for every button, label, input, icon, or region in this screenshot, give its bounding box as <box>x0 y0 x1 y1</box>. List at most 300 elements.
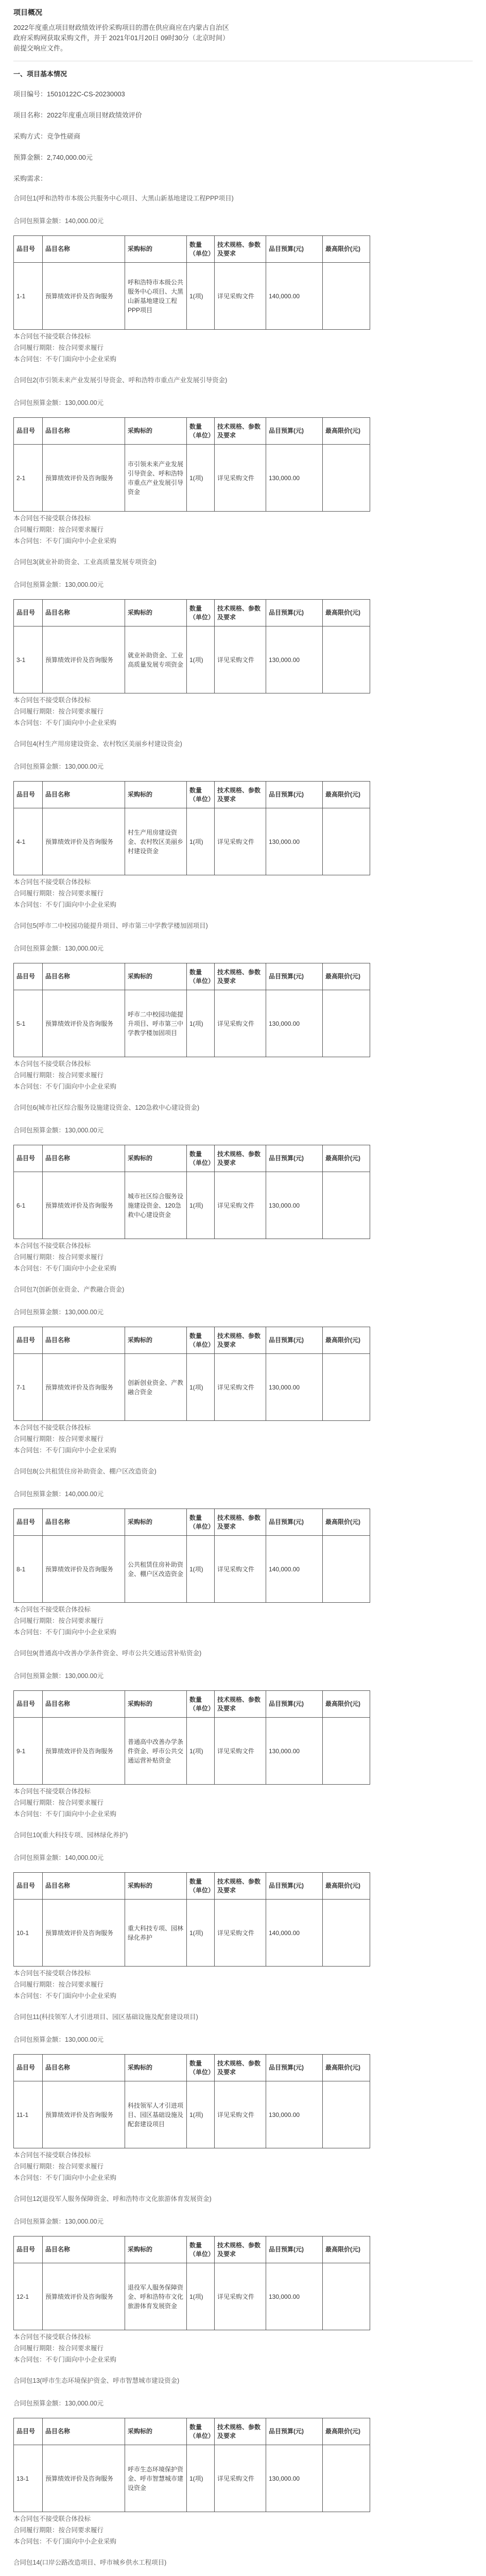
cell-budget: 130,000.00 <box>266 1718 323 1785</box>
header-quantity: 数量（单位） <box>187 2055 215 2081</box>
header-seq: 品目号 <box>14 782 43 808</box>
cell-item-name: 预算绩效评价及咨询服务 <box>43 263 125 330</box>
table-row <box>14 1172 370 1239</box>
table-row <box>14 990 370 1057</box>
header-spec: 技术规格、参数及要求 <box>215 963 266 990</box>
cell-requirement: 呼和浩特市本级公共服务中心项目、大黑山新基地建设工程PPP项目 <box>125 263 187 330</box>
header-max-price: 最高限价(元) <box>323 1873 370 1900</box>
cell-requirement: 退役军人服务保障资金、呼和浩特市文化旅游体育发展资金 <box>125 2263 187 2330</box>
sme-note: 本合同包：不专门面向中小企业采购 <box>13 1810 117 1818</box>
package-title: 合同包5(呼市二中校园功能提升项目、呼市第三中学教学楼加固项目) <box>13 922 208 929</box>
sme-note: 本合同包：不专门面向中小企业采购 <box>13 1265 117 1272</box>
cell-budget: 130,000.00 <box>266 808 323 875</box>
contract-package <box>13 1284 473 1456</box>
header-budget: 品目预算(元) <box>266 1509 323 1536</box>
delivery-note: 合同履行期限：按合同要求履行 <box>13 890 104 897</box>
sme-note: 本合同包：不专门面向中小企业采购 <box>13 901 117 908</box>
header-spec: 技术规格、参数及要求 <box>215 1327 266 1354</box>
cell-spec: 详见采购文件 <box>215 1718 266 1785</box>
cell-quantity: 1(项) <box>187 1718 215 1785</box>
header-name: 品目名称 <box>43 963 125 990</box>
cell-budget: 130,000.00 <box>266 990 323 1057</box>
cell-max-price <box>323 2263 370 2330</box>
header-max-price: 最高限价(元) <box>323 963 370 990</box>
items-table <box>13 1145 370 1239</box>
cell-quantity: 1(项) <box>187 2445 215 2512</box>
package-budget: 合同包预算金额：130,000.00元 <box>13 1672 104 1680</box>
cell-item-name: 预算绩效评价及咨询服务 <box>43 990 125 1057</box>
header-budget: 品目预算(元) <box>266 1873 323 1900</box>
cell-seq: 5-1 <box>14 990 43 1057</box>
header-max-price: 最高限价(元) <box>323 1327 370 1354</box>
section-title-basic-info: 一、项目基本情况 <box>13 70 67 78</box>
cell-budget: 130,000.00 <box>266 626 323 693</box>
table-header-row <box>14 1873 370 1900</box>
delivery-note: 合同履行期限：按合同要求履行 <box>13 1617 104 1624</box>
items-table <box>13 1690 370 1785</box>
cell-item-name: 预算绩效评价及咨询服务 <box>43 445 125 512</box>
delivery-note: 合同履行期限：按合同要求履行 <box>13 2345 104 2352</box>
header-requirement: 采购标的 <box>125 963 187 990</box>
cell-requirement: 市引领未来产业发展引导资金、呼和浩特市重点产业发展引导资金 <box>125 445 187 512</box>
table-row <box>14 1354 370 1421</box>
items-table <box>13 2418 370 2512</box>
table-row <box>14 1536 370 1603</box>
cell-item-name: 预算绩效评价及咨询服务 <box>43 808 125 875</box>
cell-requirement: 公共租赁住房补助资金、棚户区改造资金 <box>125 1536 187 1603</box>
cell-seq: 3-1 <box>14 626 43 693</box>
header-seq: 品目号 <box>14 1691 43 1718</box>
package-title: 合同包2(市引领未来产业发展引导资金、呼和浩特市重点产业发展引导资金) <box>13 377 228 384</box>
package-budget: 合同包预算金额：130,000.00元 <box>13 763 104 770</box>
cell-max-price <box>323 1172 370 1239</box>
header-quantity: 数量（单位） <box>187 236 215 263</box>
cell-item-name: 预算绩效评价及咨询服务 <box>43 2081 125 2148</box>
header-quantity: 数量（单位） <box>187 963 215 990</box>
table-row <box>14 1718 370 1785</box>
joint-bid-note: 本合同包不接受联合体投标 <box>13 697 91 704</box>
package-title: 合同包10(重大科技专项、园林绿化养护) <box>13 1832 128 1839</box>
package-budget: 合同包预算金额：140,000.00元 <box>13 1490 104 1498</box>
cell-quantity: 1(项) <box>187 808 215 875</box>
header-requirement: 采购标的 <box>125 782 187 808</box>
cell-budget: 130,000.00 <box>266 2263 323 2330</box>
project-name: 项目名称：2022年度重点项目财政绩效评价 <box>13 111 142 119</box>
package-budget: 合同包预算金额：130,000.00元 <box>13 1127 104 1134</box>
table-header-row <box>14 600 370 626</box>
cell-requirement: 就业补助资金、工业高质量发展专项资金 <box>125 626 187 693</box>
cell-item-name: 预算绩效评价及咨询服务 <box>43 626 125 693</box>
cell-spec: 详见采购文件 <box>215 808 266 875</box>
package-budget: 合同包预算金额：130,000.00元 <box>13 2036 104 2043</box>
table-row <box>14 1900 370 1967</box>
delivery-note: 合同履行期限：按合同要求履行 <box>13 2163 104 2170</box>
table-row <box>14 445 370 512</box>
cell-requirement: 城市社区综合服务设施建设资金、120急救中心建设资金 <box>125 1172 187 1239</box>
header-max-price: 最高限价(元) <box>323 2236 370 2263</box>
items-table <box>13 2236 370 2330</box>
cell-item-name: 预算绩效评价及咨询服务 <box>43 1172 125 1239</box>
package-budget: 合同包预算金额：130,000.00元 <box>13 945 104 952</box>
cell-spec: 详见采购文件 <box>215 2445 266 2512</box>
cell-seq: 9-1 <box>14 1718 43 1785</box>
cell-budget: 140,000.00 <box>266 263 323 330</box>
joint-bid-note: 本合同包不接受联合体投标 <box>13 1060 91 1067</box>
items-table <box>13 1327 370 1421</box>
items-table <box>13 2054 370 2148</box>
cell-requirement: 呼市二中校园功能提升项目、呼市第三中学教学楼加固项目 <box>125 990 187 1057</box>
cell-seq: 2-1 <box>14 445 43 512</box>
table-header-row <box>14 2236 370 2263</box>
cell-quantity: 1(项) <box>187 1536 215 1603</box>
header-seq: 品目号 <box>14 1509 43 1536</box>
contract-package <box>13 1648 473 1820</box>
table-header-row <box>14 2418 370 2445</box>
header-spec: 技术规格、参数及要求 <box>215 236 266 263</box>
joint-bid-note: 本合同包不接受联合体投标 <box>13 2333 91 2341</box>
header-requirement: 采购标的 <box>125 1691 187 1718</box>
table-header-row <box>14 782 370 808</box>
cell-spec: 详见采购文件 <box>215 1536 266 1603</box>
header-seq: 品目号 <box>14 963 43 990</box>
cell-max-price <box>323 1354 370 1421</box>
cell-quantity: 1(项) <box>187 990 215 1057</box>
header-requirement: 采购标的 <box>125 2418 187 2445</box>
header-spec: 技术规格、参数及要求 <box>215 418 266 445</box>
cell-spec: 详见采购文件 <box>215 2263 266 2330</box>
cell-seq: 11-1 <box>14 2081 43 2148</box>
joint-bid-note: 本合同包不接受联合体投标 <box>13 1788 91 1795</box>
requirements-title: 采购需求： <box>13 175 47 182</box>
cell-quantity: 1(项) <box>187 263 215 330</box>
header-budget: 品目预算(元) <box>266 1327 323 1354</box>
sme-note: 本合同包：不专门面向中小企业采购 <box>13 537 117 545</box>
header-budget: 品目预算(元) <box>266 418 323 445</box>
sme-note: 本合同包：不专门面向中小企业采购 <box>13 2538 117 2545</box>
cell-spec: 详见采购文件 <box>215 263 266 330</box>
package-title: 合同包11(科技领军人才引进项目、园区基础设施及配套建设项目) <box>13 2013 198 2021</box>
header-max-price: 最高限价(元) <box>323 1691 370 1718</box>
package-budget: 合同包预算金额：130,000.00元 <box>13 2218 104 2225</box>
sme-note: 本合同包：不专门面向中小企业采购 <box>13 1447 117 1454</box>
header-name: 品目名称 <box>43 600 125 626</box>
cell-item-name: 预算绩效评价及咨询服务 <box>43 1718 125 1785</box>
cell-max-price <box>323 1900 370 1967</box>
delivery-note: 合同履行期限：按合同要求履行 <box>13 1981 104 1988</box>
delivery-note: 合同履行期限：按合同要求履行 <box>13 708 104 715</box>
header-name: 品目名称 <box>43 236 125 263</box>
header-name: 品目名称 <box>43 1509 125 1536</box>
package-title: 合同包8(公共租赁住房补助资金、棚户区改造资金) <box>13 1468 157 1475</box>
joint-bid-note: 本合同包不接受联合体投标 <box>13 878 91 886</box>
contract-package <box>13 1466 473 1638</box>
header-quantity: 数量（单位） <box>187 2236 215 2263</box>
cell-requirement: 重大科技专项、园林绿化养护 <box>125 1900 187 1967</box>
sme-note: 本合同包：不专门面向中小企业采购 <box>13 2174 117 2181</box>
header-budget: 品目预算(元) <box>266 600 323 626</box>
table-header-row <box>14 1691 370 1718</box>
cell-item-name: 预算绩效评价及咨询服务 <box>43 2263 125 2330</box>
header-max-price: 最高限价(元) <box>323 782 370 808</box>
package-title: 合同包13(呼市生态环境保护资金、呼市智慧城市建设资金) <box>13 2377 180 2384</box>
header-name: 品目名称 <box>43 1873 125 1900</box>
project-number: 项目编号：15010122C-CS-20230003 <box>13 90 125 98</box>
header-quantity: 数量（单位） <box>187 1691 215 1718</box>
cell-item-name: 预算绩效评价及咨询服务 <box>43 1536 125 1603</box>
items-table <box>13 1509 370 1603</box>
package-title: 合同包9(普通高中改善办学条件资金、呼市公共交通运营补贴资金) <box>13 1650 202 1657</box>
table-row <box>14 2081 370 2148</box>
cell-item-name: 预算绩效评价及咨询服务 <box>43 1354 125 1421</box>
contract-package <box>13 739 473 910</box>
header-budget: 品目预算(元) <box>266 1691 323 1718</box>
header-name: 品目名称 <box>43 782 125 808</box>
delivery-note: 合同履行期限：按合同要求履行 <box>13 1435 104 1443</box>
header-budget: 品目预算(元) <box>266 1145 323 1172</box>
table-row <box>14 263 370 330</box>
joint-bid-note: 本合同包不接受联合体投标 <box>13 1970 91 1977</box>
header-spec: 技术规格、参数及要求 <box>215 1509 266 1536</box>
header-spec: 技术规格、参数及要求 <box>215 2236 266 2263</box>
header-seq: 品目号 <box>14 2055 43 2081</box>
header-quantity: 数量（单位） <box>187 418 215 445</box>
package-title: 合同包1(呼和浩特市本级公共服务中心项目、大黑山新基地建设工程PPP项目) <box>13 195 234 202</box>
cell-max-price <box>323 990 370 1057</box>
cell-budget: 130,000.00 <box>266 1172 323 1239</box>
header-quantity: 数量（单位） <box>187 1327 215 1354</box>
table-row <box>14 626 370 693</box>
cell-max-price <box>323 1536 370 1603</box>
header-spec: 技术规格、参数及要求 <box>215 1145 266 1172</box>
joint-bid-note: 本合同包不接受联合体投标 <box>13 2515 91 2522</box>
header-name: 品目名称 <box>43 2236 125 2263</box>
cell-quantity: 1(项) <box>187 2081 215 2148</box>
contract-package <box>13 2012 473 2183</box>
header-budget: 品目预算(元) <box>266 963 323 990</box>
table-header-row <box>14 236 370 263</box>
package-budget: 合同包预算金额：140,000.00元 <box>13 1854 104 1861</box>
joint-bid-note: 本合同包不接受联合体投标 <box>13 1606 91 1613</box>
delivery-note: 合同履行期限：按合同要求履行 <box>13 344 104 351</box>
header-budget: 品目预算(元) <box>266 2055 323 2081</box>
header-max-price: 最高限价(元) <box>323 236 370 263</box>
sme-note: 本合同包：不专门面向中小企业采购 <box>13 1629 117 1636</box>
header-budget: 品目预算(元) <box>266 782 323 808</box>
cell-seq: 1-1 <box>14 263 43 330</box>
package-budget: 合同包预算金额：130,000.00元 <box>13 399 104 406</box>
package-title: 合同包4(村生产用房建设资金、农村牧区美丽乡村建设资金) <box>13 740 182 748</box>
cell-seq: 7-1 <box>14 1354 43 1421</box>
header-seq: 品目号 <box>14 1327 43 1354</box>
cell-quantity: 1(项) <box>187 445 215 512</box>
header-spec: 技术规格、参数及要求 <box>215 1691 266 1718</box>
cell-seq: 8-1 <box>14 1536 43 1603</box>
cell-item-name: 预算绩效评价及咨询服务 <box>43 2445 125 2512</box>
delivery-note: 合同履行期限：按合同要求履行 <box>13 1253 104 1261</box>
joint-bid-note: 本合同包不接受联合体投标 <box>13 2151 91 2159</box>
package-title: 合同包7(创新创业资金、产教融合资金) <box>13 1286 125 1293</box>
items-table <box>13 963 370 1057</box>
header-max-price: 最高限价(元) <box>323 600 370 626</box>
items-table <box>13 235 370 330</box>
items-table <box>13 781 370 875</box>
cell-budget: 140,000.00 <box>266 1536 323 1603</box>
cell-requirement: 呼市生态环境保护资金、呼市智慧城市建设资金 <box>125 2445 187 2512</box>
header-requirement: 采购标的 <box>125 1145 187 1172</box>
cell-quantity: 1(项) <box>187 1900 215 1967</box>
header-name: 品目名称 <box>43 2418 125 2445</box>
header-max-price: 最高限价(元) <box>323 2418 370 2445</box>
contract-package <box>13 1103 473 1274</box>
header-quantity: 数量（单位） <box>187 1145 215 1172</box>
cell-requirement: 创新创业资金、产教融合资金 <box>125 1354 187 1421</box>
cell-quantity: 1(项) <box>187 1354 215 1421</box>
cell-requirement: 村生产用房建设资金、农村牧区美丽乡村建设资金 <box>125 808 187 875</box>
package-title: 合同包6(城市社区综合服务设施建设资金、120急救中心建设资金) <box>13 1104 200 1111</box>
cell-quantity: 1(项) <box>187 626 215 693</box>
sme-note: 本合同包：不专门面向中小企业采购 <box>13 355 117 363</box>
header-quantity: 数量（单位） <box>187 1873 215 1900</box>
items-table <box>13 599 370 693</box>
delivery-note: 合同履行期限：按合同要求履行 <box>13 1799 104 1806</box>
cell-requirement: 科技领军人才引进项目、园区基础设施及配套建设项目 <box>125 2081 187 2148</box>
cell-seq: 4-1 <box>14 808 43 875</box>
cell-quantity: 1(项) <box>187 2263 215 2330</box>
sme-note: 本合同包：不专门面向中小企业采购 <box>13 2356 117 2363</box>
package-budget: 合同包预算金额：140,000.00元 <box>13 217 104 225</box>
joint-bid-note: 本合同包不接受联合体投标 <box>13 515 91 522</box>
header-budget: 品目预算(元) <box>266 236 323 263</box>
header-seq: 品目号 <box>14 2236 43 2263</box>
header-seq: 品目号 <box>14 418 43 445</box>
sme-note: 本合同包：不专门面向中小企业采购 <box>13 1083 117 1090</box>
delivery-note: 合同履行期限：按合同要求履行 <box>13 526 104 533</box>
header-budget: 品目预算(元) <box>266 2418 323 2445</box>
cell-seq: 13-1 <box>14 2445 43 2512</box>
overview-title: 项目概况 <box>13 8 42 16</box>
package-budget: 合同包预算金额：130,000.00元 <box>13 1309 104 1316</box>
contract-package <box>13 1830 473 2002</box>
header-quantity: 数量（单位） <box>187 1509 215 1536</box>
joint-bid-note: 本合同包不接受联合体投标 <box>13 333 91 340</box>
header-seq: 品目号 <box>14 236 43 263</box>
package-budget: 合同包预算金额：130,000.00元 <box>13 2400 104 2407</box>
header-spec: 技术规格、参数及要求 <box>215 2055 266 2081</box>
header-requirement: 采购标的 <box>125 236 187 263</box>
table-header-row <box>14 963 370 990</box>
header-requirement: 采购标的 <box>125 418 187 445</box>
overview-text: 2022年度重点项目财政绩效评价采购项目的潜在供应商应在内蒙古自治区政府采购网获取采购文件，并于 2021年01月20日 09时30分（北京时间）前提交响应文件。 <box>13 24 229 52</box>
cell-budget: 130,000.00 <box>266 445 323 512</box>
cell-spec: 详见采购文件 <box>215 990 266 1057</box>
cell-max-price <box>323 2445 370 2512</box>
header-max-price: 最高限价(元) <box>323 2055 370 2081</box>
package-list <box>13 193 473 2576</box>
cell-budget: 130,000.00 <box>266 1354 323 1421</box>
cell-max-price <box>323 263 370 330</box>
header-requirement: 采购标的 <box>125 2055 187 2081</box>
cell-budget: 130,000.00 <box>266 2081 323 2148</box>
package-title: 合同包3(就业补助资金、工业高质量发展专项资金) <box>13 558 157 566</box>
table-header-row <box>14 2055 370 2081</box>
header-max-price: 最高限价(元) <box>323 1145 370 1172</box>
cell-spec: 详见采购文件 <box>215 445 266 512</box>
procurement-method: 采购方式：竞争性磋商 <box>13 132 81 140</box>
contract-package <box>13 557 473 728</box>
package-budget: 合同包预算金额：130,000.00元 <box>13 581 104 588</box>
header-seq: 品目号 <box>14 1873 43 1900</box>
header-quantity: 数量（单位） <box>187 2418 215 2445</box>
cell-max-price <box>323 626 370 693</box>
cell-quantity: 1(项) <box>187 1172 215 1239</box>
header-requirement: 采购标的 <box>125 2236 187 2263</box>
header-name: 品目名称 <box>43 1327 125 1354</box>
header-spec: 技术规格、参数及要求 <box>215 2418 266 2445</box>
contract-package <box>13 921 473 1092</box>
header-seq: 品目号 <box>14 600 43 626</box>
header-requirement: 采购标的 <box>125 600 187 626</box>
cell-spec: 详见采购文件 <box>215 626 266 693</box>
cell-seq: 12-1 <box>14 2263 43 2330</box>
header-seq: 品目号 <box>14 2418 43 2445</box>
cell-max-price <box>323 445 370 512</box>
contract-package <box>13 2557 473 2576</box>
sme-note: 本合同包：不专门面向中小企业采购 <box>13 719 117 726</box>
header-spec: 技术规格、参数及要求 <box>215 600 266 626</box>
header-max-price: 最高限价(元) <box>323 1509 370 1536</box>
joint-bid-note: 本合同包不接受联合体投标 <box>13 1242 91 1249</box>
cell-seq: 6-1 <box>14 1172 43 1239</box>
sme-note: 本合同包：不专门面向中小企业采购 <box>13 1992 117 1999</box>
cell-spec: 详见采购文件 <box>215 1900 266 1967</box>
package-title: 合同包12(退役军人服务保障资金、呼和浩特市文化旅游体育发展资金) <box>13 2195 212 2202</box>
cell-spec: 详见采购文件 <box>215 1172 266 1239</box>
header-spec: 技术规格、参数及要求 <box>215 782 266 808</box>
contract-package <box>13 375 473 547</box>
cell-budget: 130,000.00 <box>266 2445 323 2512</box>
header-spec: 技术规格、参数及要求 <box>215 1873 266 1900</box>
table-row <box>14 2263 370 2330</box>
budget-amount: 预算金额：2,740,000.00元 <box>13 154 93 161</box>
header-max-price: 最高限价(元) <box>323 418 370 445</box>
cell-seq: 10-1 <box>14 1900 43 1967</box>
contract-package <box>13 2376 473 2547</box>
header-name: 品目名称 <box>43 1691 125 1718</box>
cell-budget: 140,000.00 <box>266 1900 323 1967</box>
header-quantity: 数量（单位） <box>187 782 215 808</box>
header-name: 品目名称 <box>43 418 125 445</box>
table-row <box>14 2445 370 2512</box>
contract-package <box>13 193 473 365</box>
header-budget: 品目预算(元) <box>266 2236 323 2263</box>
table-header-row <box>14 1509 370 1536</box>
cell-requirement: 普通高中改善办学条件资金、呼市公共交通运营补贴资金 <box>125 1718 187 1785</box>
items-table <box>13 417 370 512</box>
cell-max-price <box>323 1718 370 1785</box>
items-table <box>13 1872 370 1967</box>
package-title: 合同包14(口岸公路改造项目、呼市城乡供水工程项目) <box>13 2559 167 2566</box>
table-row <box>14 808 370 875</box>
header-quantity: 数量（单位） <box>187 600 215 626</box>
table-header-row <box>14 1327 370 1354</box>
delivery-note: 合同履行期限：按合同要求履行 <box>13 1072 104 1079</box>
cell-spec: 详见采购文件 <box>215 1354 266 1421</box>
table-header-row <box>14 1145 370 1172</box>
cell-max-price <box>323 808 370 875</box>
joint-bid-note: 本合同包不接受联合体投标 <box>13 1424 91 1431</box>
contract-package <box>13 2194 473 2365</box>
delivery-note: 合同履行期限：按合同要求履行 <box>13 2527 104 2534</box>
